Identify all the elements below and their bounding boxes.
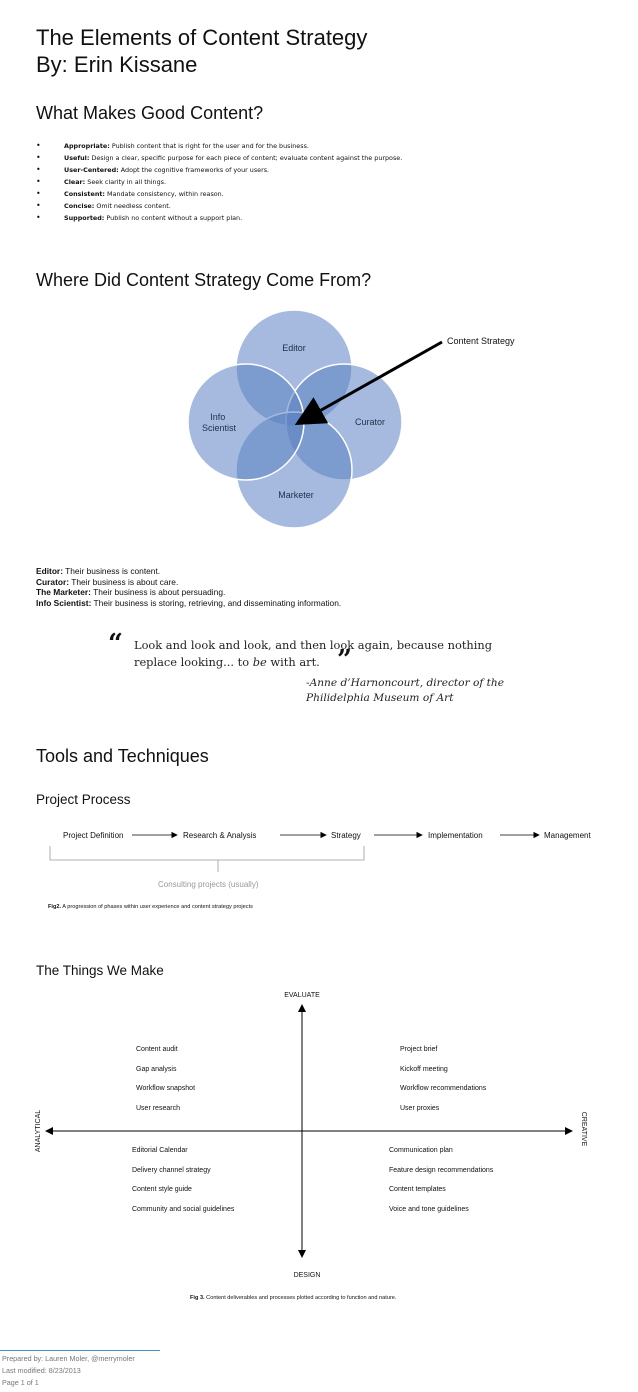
venn-diagram — [0, 300, 638, 535]
list-item: Content audit — [136, 1046, 178, 1053]
step-strategy: Strategy — [331, 831, 361, 840]
list-item: Curator: Their business is about care. — [36, 576, 179, 587]
list-item: Project brief — [400, 1046, 438, 1053]
bracket-label: Consulting projects (usually) — [158, 880, 259, 889]
list-item: • Clear: Seek clarity in all things. — [36, 177, 167, 186]
step-management: Management — [544, 831, 591, 840]
list-item: Workflow snapshot — [136, 1085, 196, 1092]
venn-circle-info-scientist — [188, 364, 304, 480]
list-item: • Consistent: Mandate consistency, within reason. — [36, 189, 224, 198]
list-item: • Appropriate: Publish content that is right for the user and for the business. — [36, 141, 309, 150]
list-item: • Concise: Omit needless content. — [36, 201, 171, 210]
footer-last-modified: Last modified: 8/23/2013 — [2, 1366, 81, 1375]
origin-heading: Where Did Content Strategy Come From? — [36, 270, 372, 290]
axis-label-analytical: ANALYTICAL — [35, 1109, 42, 1153]
venn-label-curator: Curator — [354, 417, 386, 427]
list-item: • Useful: Design a clear, specific purpose for each piece of content; evaluate content against the purpose. — [36, 153, 403, 162]
axis-label-evaluate: EVALUATE — [284, 992, 320, 999]
venn-label-info-scientist: Info Scientist — [201, 412, 237, 433]
axis-label-design: DESIGN — [293, 1272, 321, 1279]
axis-label-creative: CREATIVE — [580, 1111, 587, 1147]
list-item: User research — [136, 1105, 180, 1112]
fig3-caption: Fig 3. Content deliverables and processes plotted according to function and nature. — [190, 1295, 397, 1301]
step-research-analysis: Research & Analysis — [183, 831, 257, 840]
callout-label: Content Strategy — [447, 336, 515, 346]
footer-prepared-by: Prepared by: Lauren Moler, @merrymoler — [2, 1354, 135, 1363]
venn-label-editor: Editor — [282, 343, 306, 353]
list-item: Community and social guidelines — [132, 1206, 235, 1213]
good-content-list — [36, 140, 402, 224]
quote-line-2: replace looking... to be with art. — [134, 655, 320, 669]
roles-list — [36, 566, 341, 608]
list-item: Info Scientist: Their business is storing, retrieving, and disseminating information. — [36, 597, 342, 608]
footer-rule — [0, 1350, 160, 1351]
quote-text — [134, 637, 493, 675]
quote-line-1: Look and look and look, and then look again, because nothing — [134, 638, 493, 652]
open-quote-mark: “ — [108, 629, 123, 659]
list-item: Workflow recommendations — [400, 1085, 487, 1092]
list-item: Voice and tone guidelines — [389, 1206, 469, 1213]
fig2-caption: Fig2. A progression of phases within user experience and content strategy projects — [48, 904, 253, 910]
consulting-bracket — [50, 846, 364, 872]
things-heading: The Things We Make — [36, 963, 164, 978]
list-item: Kickoff meeting — [400, 1066, 448, 1073]
footer-page-number: Page 1 of 1 — [2, 1378, 39, 1387]
step-implementation: Implementation — [428, 831, 483, 840]
list-item: Editor: Their business is content. — [36, 566, 161, 576]
list-item: Gap analysis — [136, 1066, 177, 1073]
venn-label-marketer: Marketer — [278, 490, 314, 500]
close-quote-mark: ” — [337, 645, 352, 675]
list-item: Delivery channel strategy — [132, 1167, 211, 1174]
list-item: • User-Centered: Adopt the cognitive frameworks of your users. — [36, 165, 270, 174]
list-item: Feature design recommendations — [389, 1167, 494, 1174]
list-item: The Marketer: Their business is about persuading. — [36, 587, 226, 597]
project-process-heading: Project Process — [36, 792, 131, 807]
step-project-definition: Project Definition — [63, 831, 124, 840]
list-item: • Supported: Publish no content without a support plan. — [36, 213, 243, 222]
list-item: Editorial Calendar — [132, 1147, 188, 1154]
list-item: Content style guide — [132, 1186, 192, 1193]
project-process-diagram — [0, 822, 638, 892]
title-line-1: The Elements of Content Strategy — [36, 25, 368, 50]
good-content-heading: What Makes Good Content? — [36, 103, 264, 123]
quote-attribution: -Anne d’Harnoncourt, director of the Philidelphia Museum of Art — [306, 677, 505, 704]
list-item: Communication plan — [389, 1147, 453, 1154]
quadrant-diagram — [0, 985, 638, 1285]
list-item: User proxies — [400, 1105, 440, 1112]
document-title — [36, 24, 367, 78]
tools-heading: Tools and Techniques — [36, 746, 209, 766]
title-line-2: By: Erin Kissane — [36, 52, 198, 77]
list-item: Content templates — [389, 1186, 446, 1193]
